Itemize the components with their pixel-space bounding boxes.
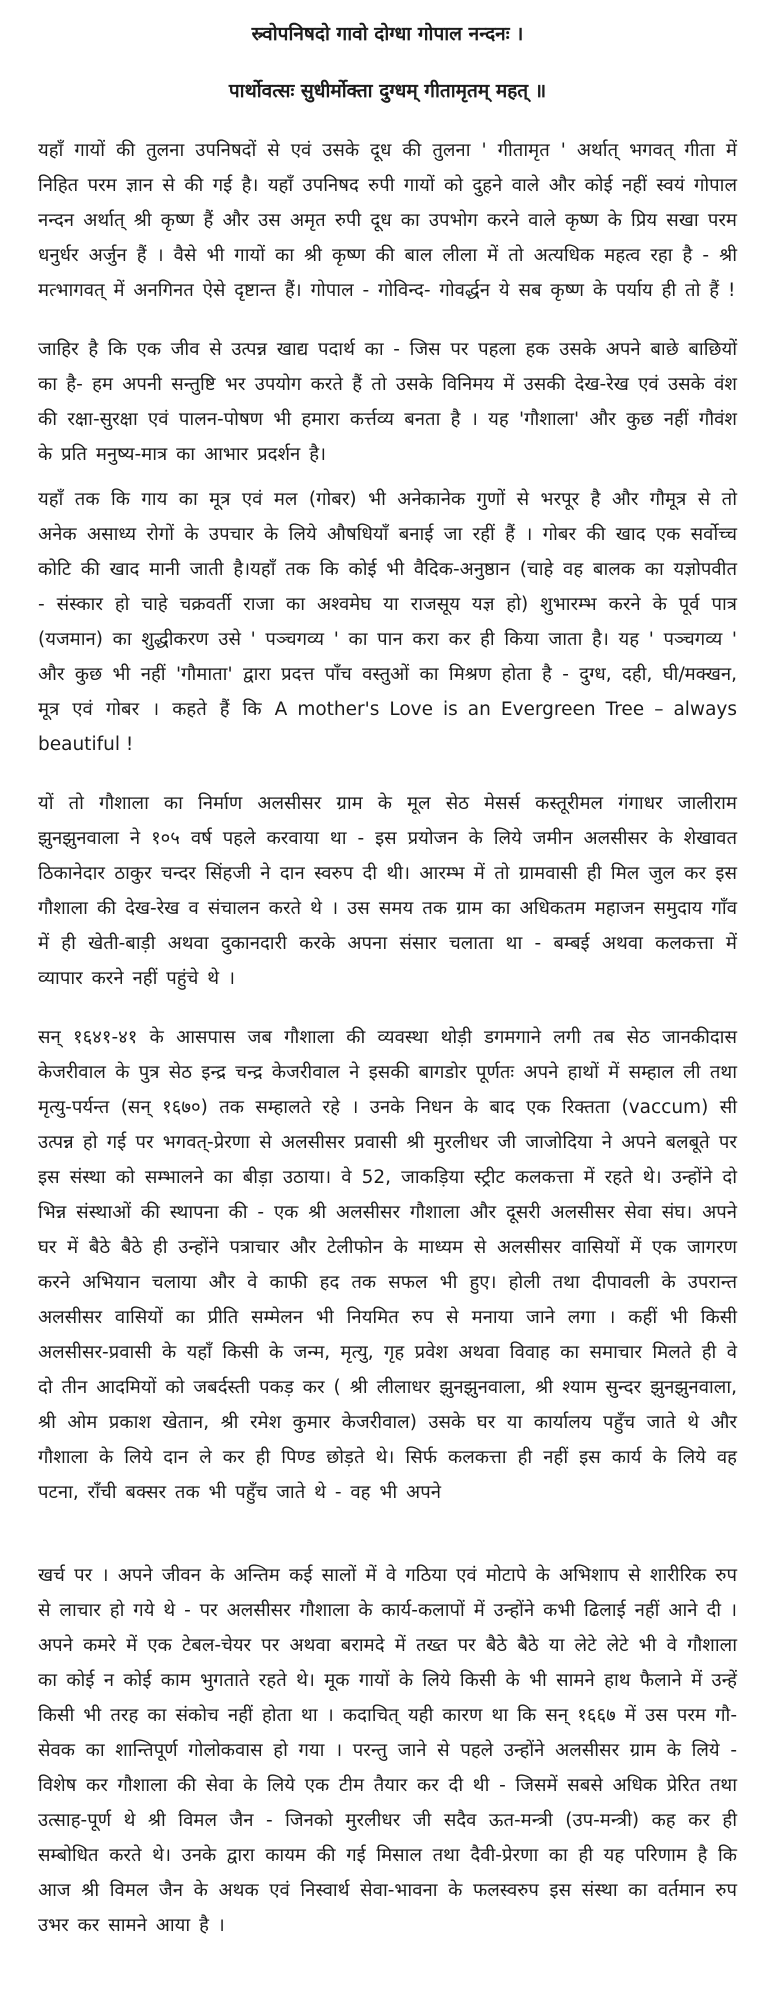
paragraph [38,332,737,472]
english-text-segment: A mother's Love is an Evergreen Tree – always beautiful ! [38,699,737,755]
paragraph [38,1020,737,1510]
hindi-text-segment: सन् १६४१-४१ के आसपास जब गौशाला की व्यवस्था थोड़ी डगमगाने लगी तब सेठ जानकीदास केजरीवाल के पुत्र सेठ इन्द्र चन्द्र केजरीवाल ने इसकी बागडोर पूर्णतः अपने हाथों में सम्हाल ली तथा मृत्यु-पर्यन्त (सन् १६७०) तक सम्हालते रहे । उनके निधन के बाद एक रिक्तता [38,1027,737,1118]
paragraph [38,786,737,996]
shloka-line-2: पार्थोवत्सः सुधीर्मोक्ता दुग्धम् गीतामृतम् महत् ॥ [228,80,547,102]
english-text-segment: 52, [361,1167,392,1188]
shloka-line-1: स्र्वोपनिषदो गावो दोग्धा गोपाल नन्दनः । [251,23,524,45]
paragraph [38,1558,737,1943]
hindi-text-segment: सी उत्पन्न हो गई पर भगवत्-प्रेरणा से अलसीसर प्रवासी श्री मुरलीधर जी जाजोदिया ने अपने बलबूते पर इस संस्था को सम्भालने का बीड़ा उठाया। वे [38,1097,737,1188]
hindi-text-segment: खर्च पर । अपने जीवन के अन्तिम कई सालों में वे गठिया एवं मोटापे के अभिशाप से शारीरिक रुप से लाचार हो गये थे - पर अलसीसर गौशाला के कार्य-कलापों में उन्होंने कभी ढिलाई नहीं आने दी । अपने कमरे में एक टेबल-चेयर पर अथवा बरामदे में तख्त पर बैठे बैठे या लेटे लेटे भी वे गौशाला का कोई न कोई काम भुगताते रहते थे। मूक गायों के लिये किसी के भी सामने हाथ फैलाने में उन्हें किसी भी तरह का संकोच नहीं होता था । कदाचित् यही कारण था कि सन् १६६७ में उस परम गौ-सेवक का शान्तिपूर्ण गोलोकवास हो गया । परन्तु जाने से पहले उन्होंने अलसीसर ग्राम के लिये - विशेष कर गौशाला की सेवा के लिये एक टीम तैयार कर दी थी - जिसमें सबसे अधिक प्रेरित तथा उत्साह-पूर्ण थे श्री विमल जैन - जिनको मुरलीधर जी सदैव ऊत-मन्त्री (उप-मन्त्री) कह कर ही सम्बोधित करते थे। उनके द्वारा कायम की गई मिसाल तथा दैवी-प्रेरणा का ही यह परिणाम है कि आज श्री विमल जैन के अथक एवं निस्वार्थ सेवा-भावना के फलस्वरुप इस संस्था का वर्तमान रुप उभर कर सामने आया है । [38,1565,737,1936]
hindi-text-segment: जाकड़िया स्ट्रीट कलकत्ता में रहते थे। उन्होंने दो भिन्न संस्थाओं की स्थापना की - एक श्री अलसीसर गौशाला और दूसरी अलसीसर सेवा संघ। अपने घर में बैठे बैठे ही उन्होंने पत्राचार और टेलीफोन के माध्यम से अलसीसर वासियों में एक जागरण करने अभियान चलाया और वे काफी हद तक सफल भी हुए। होली तथा दीपावली के उपरान्त अलसीसर वासियों का प्रीति सम्मेलन भी नियमित रुप से मनाया जाने लगा । कहीं भी किसी अलसीसर-प्रवासी के यहाँ किसी के जन्म, मृत्यु, गृह प्रवेश अथवा विवाह का समाचार मिलते ही वे दो तीन आदमियों को जबर्दस्ती पकड़ कर ( श्री लीलाधर झुनझुनवाला, श्री श्याम सुन्दर झुनझुनवाला, श्री ओम प्रकाश खेतान, श्री रमेश कुमार केजरीवाल) उसके घर या कार्यालय पहुँच जाते थे और गौशाला के लिये दान ले कर ही पिण्ड छोड़ते थे। सिर्फ कलकत्ता ही नहीं इस कार्य के लिये वह पटना, राँची बक्सर तक भी पहुँच जाते थे - वह भी अपने [38,1167,737,1503]
hindi-text-segment: यों तो गौशाला का निर्माण अलसीसर ग्राम के मूल सेठ मेसर्स कस्तूरीमल गंगाधर जालीराम झुनझुनवाला ने १०५ वर्ष पहले करवाया था - इस प्रयोजन के लिये जमीन अलसीसर के शेखावत ठिकानेदार ठाकुर चन्दर सिंहजी ने दान स्वरुप दी थी। आरम्भ में तो ग्रामवासी ही मिल जुल कर इस गौशाला की देख-रेख व संचालन करते थे । उस समय तक ग्राम का अधिकतम महाजन समुदाय गाँव में ही खेती-बाड़ी अथवा दुकानदारी करके अपना संसार चलाता था - बम्बई अथवा कलकत्ता में व्यापार करने नहीं पहुंचे थे । [38,793,737,989]
doc-paragraphs [38,133,737,1943]
english-text-segment: (vaccum) [621,1097,709,1118]
paragraph [38,133,737,308]
hindi-text-segment: जाहिर है कि एक जीव से उत्पन्न खाद्य पदार्थ का - जिस पर पहला हक उसके अपने बाछे बाछियों का है- हम अपनी सन्तुष्टि भर उपयोग करते हैं तो उसके विनिमय में उसकी देख-रेख एवं उसके वंश की रक्षा-सुरक्षा एवं पालन-पोषण भी हमारा कर्त्तव्य बनता है । यह 'गौशाला' और कुछ नहीं गौवंश के प्रति मनुष्य-मात्र का आभार प्रदर्शन है। [38,339,737,465]
paragraph [38,482,737,762]
hindi-text-segment: यहाँ तक कि गाय का मूत्र एवं मल (गोबर) भी अनेकानेक गुणों से भरपूर है और गौमूत्र से तो अनेक असाध्य रोगों के उपचार के लिये औषधियाँ बनाई जा रहीं हैं । गोबर की खाद एक सर्वोच्च कोटि की खाद मानी जाती है।यहाँ तक कि कोई भी वैदिक-अनुष्ठान (चाहे वह बालक का यज्ञोपवीत - संस्कार हो चाहे चक्रवर्ती राजा का अश्वमेघ या राजसूय यज्ञ हो) शुभारम्भ करने के पूर्व पात्र (यजमान) का शुद्धीकरण उसे ' पञ्चगव्य ' का पान करा कर ही किया जाता है। यह ' पञ्चगव्य ' और कुछ भी नहीं 'गौमाता' द्वारा प्रदत्त पाँच वस्तुओं का मिश्रण होता है - दुग्ध, दही, घी/मक्खन, मूत्र एवं गोबर । कहते हैं कि [38,489,737,720]
shloka [38,22,737,103]
hindi-text-segment: यहाँ गायों की तुलना उपनिषदों से एवं उसके दूध की तुलना ' गीतामृत ' अर्थात् भगवत् गीता में निहित परम ज्ञान से की गई है। यहाँ उपनिषद रुपी गायों को दुहने वाले और कोई नहीं स्वयं गोपाल नन्दन अर्थात् श्री कृष्ण हैं और उस अमृत रुपी दूध का उपभोग करने वाले कृष्ण के प्रिय सखा परम धनुर्धर अर्जुन हैं । वैसे भी गायों का श्री कृष्ण की बाल लीला में तो अत्यधिक महत्व रहा है - श्री मत्भागवत् में अनगिनत ऐसे दृष्टान्त हैं। गोपाल - गोविन्द- गोवर्द्धन ये सब कृष्ण के पर्याय ही तो हैं ! [38,140,737,301]
